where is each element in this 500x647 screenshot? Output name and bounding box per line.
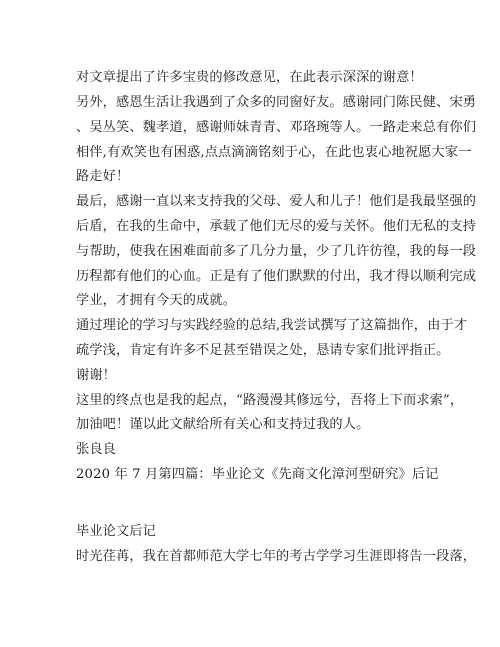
text-line: 后盾，在我的生命中，承载了他们无尽的爱与关怀。他们无私的支持 [76,219,477,234]
text-line: 最后，感谢一直以来支持我的父母、爱人和儿子！他们是我最坚强的 [76,194,477,209]
text-line: 这里的终点也是我的起点，“路漫漫其修远兮，吾将上下而求索”， [76,393,464,408]
text-line: 加油吧！谨以此文献给所有关心和支持过我的人。 [76,417,370,432]
text-line: 疏学浅，肯定有许多不足甚至错误之处，恳请专家们批评指正。 [76,343,450,358]
text-line: 对文章提出了许多宝贵的修改意见，在此表示深深的谢意！ [76,70,423,85]
text-line: 、吴丛笑、魏孝道，感谢师妹青青、邓珞琬等人。一路走来总有你们 [76,120,477,135]
text-line: 历程都有他们的心血。正是有了他们默默的付出，我才得以顺利完成 [76,269,477,284]
text-line: 通过理论的学习与实践经验的总结,我尝试撰写了这篇拙作，由于才 [76,318,468,333]
text-line: 时光荏苒，我在首都师范大学七年的考古学学习生涯即将告一段落， [76,549,477,564]
section-heading: 毕业论文后记 [76,524,157,539]
text-line: 张良良 [76,442,117,457]
text-line: 谢谢！ [76,368,117,383]
text-line: 2020 年 7 月第四篇：毕业论文《先商文化漳河型研究》后记 [76,467,439,482]
text-line: 另外，感恩生活让我遇到了众多的同窗好友。感谢同门陈民健、宋勇 [76,95,477,110]
text-line: 路走好！ [76,169,130,184]
text-line: 学业，才拥有今天的成就。 [76,293,237,308]
text-line: 与帮助，使我在困难面前多了几分力量，少了几许彷徨，我的每一段 [76,244,477,259]
text-line: 相伴,有欢笑也有困惑,点点滴滴铭刻于心，在此也衷心地祝愿大家一 [76,145,472,160]
